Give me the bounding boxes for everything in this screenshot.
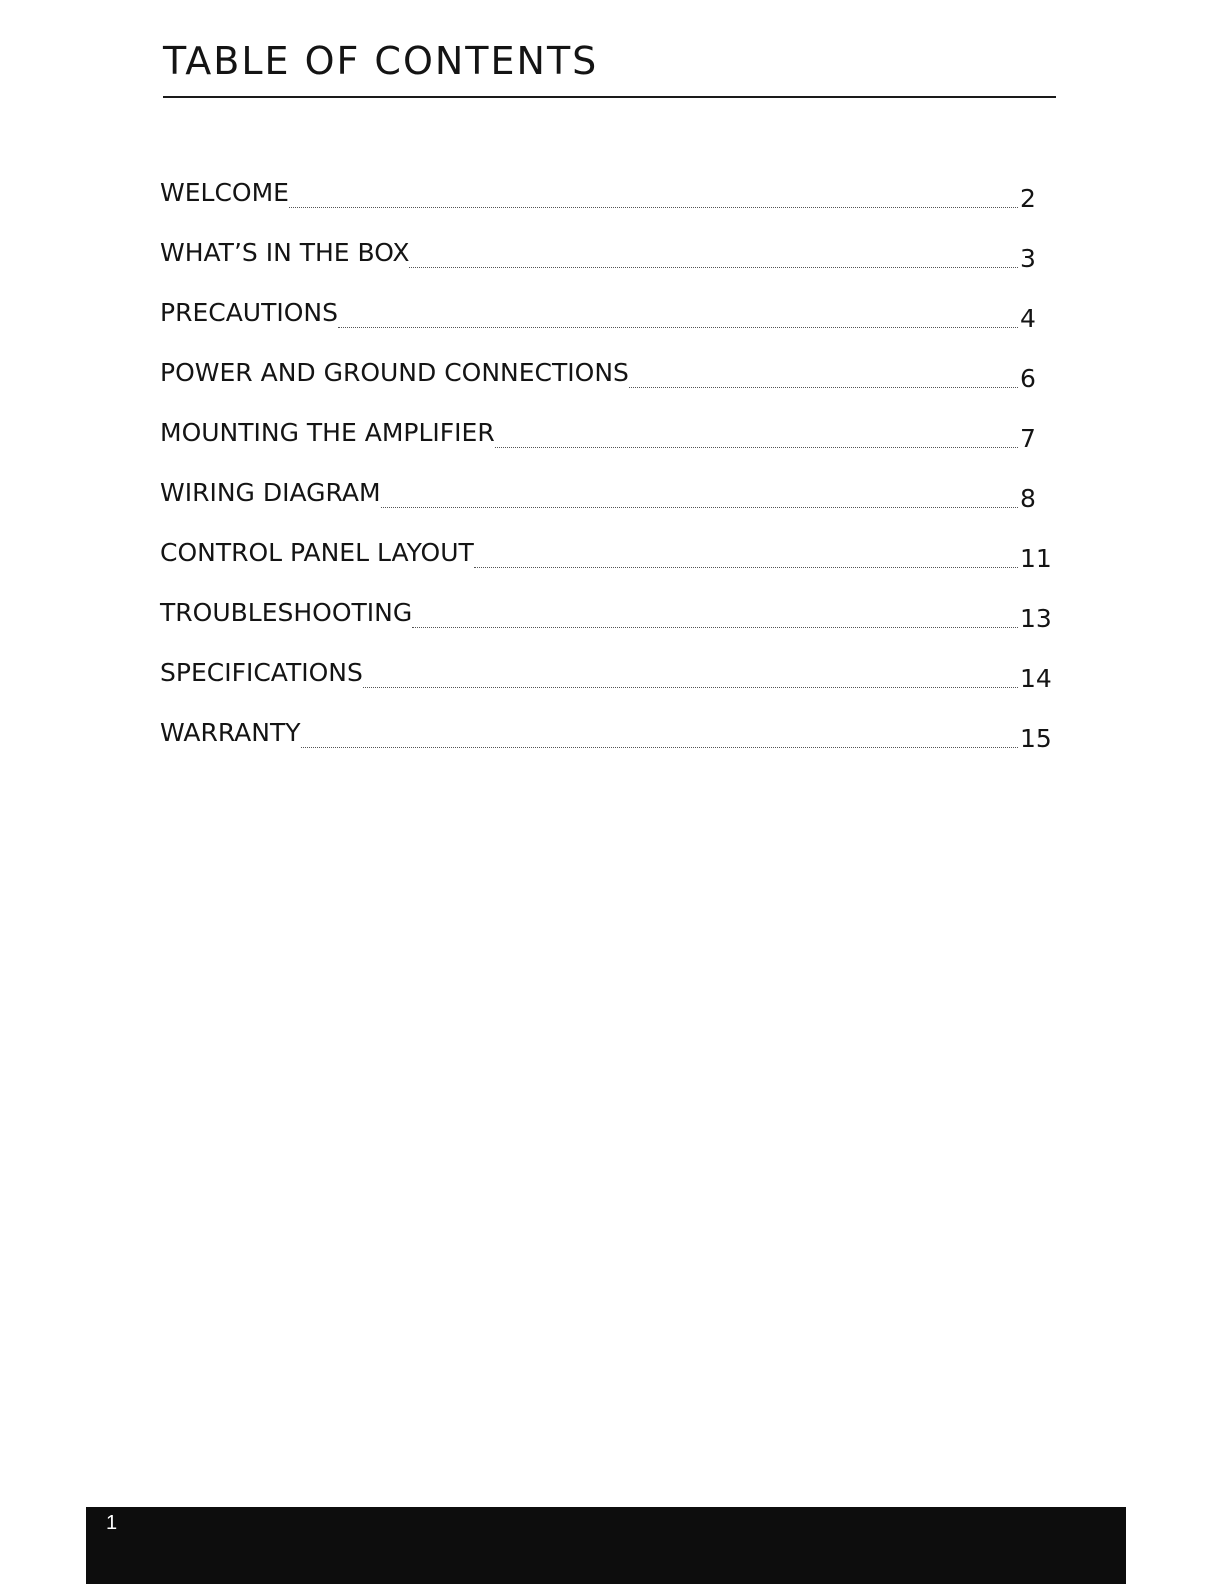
dot-leader [289, 207, 1018, 208]
toc-entry-welcome[interactable] [160, 150, 1052, 213]
toc-entry-page-number: 13 [1020, 604, 1052, 633]
toc-entry-page-number: 11 [1020, 544, 1052, 573]
toc-entry-page-number: 8 [1020, 484, 1036, 513]
page-title: TABLE OF CONTENTS [163, 39, 599, 83]
toc-entry-page-number: 2 [1020, 184, 1036, 213]
toc-entry-page-number: 14 [1020, 664, 1052, 693]
toc-entry-power-and-ground[interactable] [160, 330, 1052, 393]
toc-entry-control-panel[interactable] [160, 510, 1052, 573]
toc-entry-label: PRECAUTIONS [160, 298, 338, 327]
toc-entry-troubleshooting[interactable] [160, 570, 1052, 633]
toc-entry-page-number: 6 [1020, 364, 1036, 393]
toc-entry-page-number: 3 [1020, 244, 1036, 273]
dot-leader [363, 687, 1018, 688]
dot-leader [474, 567, 1018, 568]
dot-leader [381, 507, 1018, 508]
toc-entry-wiring-diagram[interactable] [160, 450, 1052, 513]
dot-leader [338, 327, 1018, 328]
toc-entry-label: WARRANTY [160, 718, 301, 747]
toc-entry-label: SPECIFICATIONS [160, 658, 363, 687]
toc-entry-page-number: 4 [1020, 304, 1036, 333]
table-of-contents [160, 150, 1052, 753]
dot-leader [301, 747, 1018, 748]
toc-entry-page-number: 7 [1020, 424, 1036, 453]
toc-entry-page-number: 15 [1020, 724, 1052, 753]
toc-entry-warranty[interactable] [160, 690, 1052, 753]
toc-entry-label: WELCOME [160, 178, 289, 207]
toc-entry-label: MOUNTING THE AMPLIFIER [160, 418, 495, 447]
title-divider [163, 96, 1056, 98]
toc-entry-precautions[interactable] [160, 270, 1052, 333]
toc-entry-label: WIRING DIAGRAM [160, 478, 381, 507]
dot-leader [629, 387, 1018, 388]
dot-leader [495, 447, 1018, 448]
toc-entry-label: POWER AND GROUND CONNECTIONS [160, 358, 629, 387]
dot-leader [412, 627, 1018, 628]
toc-entry-whats-in-the-box[interactable] [160, 210, 1052, 273]
toc-entry-specifications[interactable] [160, 630, 1052, 693]
toc-entry-mounting[interactable] [160, 390, 1052, 453]
toc-entry-label: CONTROL PANEL LAYOUT [160, 538, 474, 567]
toc-entry-label: WHAT’S IN THE BOX [160, 238, 410, 267]
footer-page-number: 1 [106, 1512, 118, 1534]
dot-leader [409, 267, 1018, 268]
footer-bar [86, 1507, 1126, 1584]
toc-entry-label: TROUBLESHOOTING [160, 598, 413, 627]
